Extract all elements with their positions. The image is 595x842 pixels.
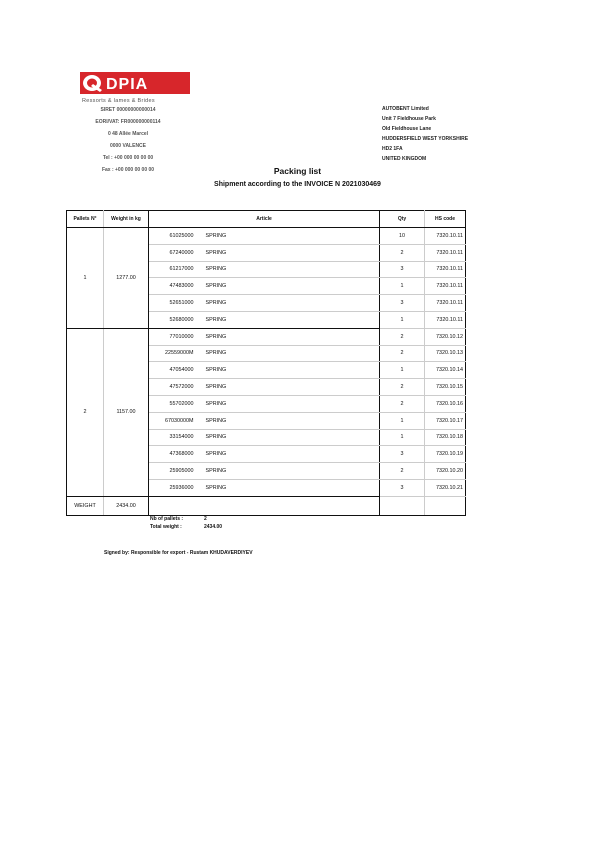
quantity: 3 bbox=[380, 479, 425, 496]
recipient-line: AUTOBENT Limited bbox=[382, 106, 429, 112]
article-description: SPRING bbox=[204, 295, 380, 312]
article-description: SPRING bbox=[204, 479, 380, 496]
hs-code: 7320.10.11 bbox=[425, 228, 466, 245]
hs-code: 7320.10.12 bbox=[425, 328, 466, 345]
summary-block bbox=[150, 515, 222, 531]
hs-code: 7320.10.14 bbox=[425, 362, 466, 379]
quantity: 1 bbox=[380, 362, 425, 379]
quantity: 3 bbox=[380, 446, 425, 463]
total-article-cell bbox=[149, 496, 380, 515]
recipient-line: HUDDERSFIELD WEST YORKSHIRE bbox=[382, 136, 469, 142]
packing-table bbox=[66, 210, 466, 516]
article-code: 25905000 bbox=[149, 463, 204, 480]
company-logo-mark bbox=[80, 72, 190, 100]
pallets-count-line bbox=[150, 515, 222, 523]
recipient-line: Old Fieldhouse Lane bbox=[382, 126, 432, 132]
quantity: 1 bbox=[380, 429, 425, 446]
hs-code: 7320.10.13 bbox=[425, 345, 466, 362]
article-code: 25936000 bbox=[149, 479, 204, 496]
hs-code: 7320.10.11 bbox=[425, 261, 466, 278]
recipient-address bbox=[382, 104, 532, 164]
total-weight-label: Total weight : bbox=[150, 524, 182, 530]
logo-text: DPIA bbox=[106, 76, 149, 93]
quantity: 2 bbox=[380, 328, 425, 345]
pallets-count-value: 2 bbox=[204, 516, 207, 522]
sender-line: Tel : +00 000 00 00 00 bbox=[102, 155, 154, 161]
quantity: 2 bbox=[380, 345, 425, 362]
hs-code: 7320.10.17 bbox=[425, 412, 466, 429]
total-row bbox=[67, 496, 466, 515]
article-code: 47368000 bbox=[149, 446, 204, 463]
sender-line: 0000 VALENCE bbox=[109, 143, 147, 149]
total-weight-value: 2434.00 bbox=[204, 524, 223, 530]
article-description: SPRING bbox=[204, 412, 380, 429]
total-weight: 2434.00 bbox=[104, 496, 149, 515]
article-code: 61217000 bbox=[149, 261, 204, 278]
article-description: SPRING bbox=[204, 244, 380, 261]
article-code: 61025000 bbox=[149, 228, 204, 245]
sender-line: Fax : +00 000 00 00 00 bbox=[101, 167, 155, 173]
article-code: 55702000 bbox=[149, 395, 204, 412]
pallet-weight: 1277.00 bbox=[104, 228, 149, 329]
pallet-weight: 1157.00 bbox=[104, 328, 149, 496]
quantity: 3 bbox=[380, 261, 425, 278]
article-description: SPRING bbox=[204, 228, 380, 245]
quantity: 2 bbox=[380, 395, 425, 412]
hs-code: 7320.10.15 bbox=[425, 379, 466, 396]
total-weight-line bbox=[150, 523, 222, 531]
header-qty: Qty bbox=[380, 211, 425, 228]
document-title: Packing list bbox=[273, 166, 322, 176]
article-code: 47483000 bbox=[149, 278, 204, 295]
hs-code: 7320.10.19 bbox=[425, 446, 466, 463]
article-code: 22559000M bbox=[149, 345, 204, 362]
quantity: 2 bbox=[380, 244, 425, 261]
sender-line: 0 48 Allée Marcel bbox=[107, 131, 149, 137]
quantity: 1 bbox=[380, 311, 425, 328]
pallet-number: 1 bbox=[67, 228, 104, 329]
table-row bbox=[67, 328, 466, 345]
article-description: SPRING bbox=[204, 429, 380, 446]
article-code: 67240000 bbox=[149, 244, 204, 261]
header-article: Article bbox=[149, 211, 380, 228]
article-code: 67030000M bbox=[149, 412, 204, 429]
article-description: SPRING bbox=[204, 463, 380, 480]
article-description: SPRING bbox=[204, 345, 380, 362]
total-hs-cell bbox=[425, 496, 466, 515]
hs-code: 7320.10.11 bbox=[425, 278, 466, 295]
hs-code: 7320.10.21 bbox=[425, 479, 466, 496]
article-code: 47054000 bbox=[149, 362, 204, 379]
article-description: SPRING bbox=[204, 311, 380, 328]
quantity: 2 bbox=[380, 463, 425, 480]
total-qty-cell bbox=[380, 496, 425, 515]
quantity: 2 bbox=[380, 379, 425, 396]
document-subtitle: Shipment according to the INVOICE N 2021030469 bbox=[214, 181, 381, 188]
quantity: 10 bbox=[380, 228, 425, 245]
signature-line: Signed by: Responsible for export - Rustam KHUDAVERDIYEV bbox=[104, 550, 253, 556]
table-body bbox=[67, 228, 466, 497]
article-code: 33154000 bbox=[149, 429, 204, 446]
header-hs-code: HS code bbox=[425, 211, 466, 228]
quantity: 1 bbox=[380, 412, 425, 429]
article-code: 77010000 bbox=[149, 328, 204, 345]
article-description: SPRING bbox=[204, 379, 380, 396]
table-header-row bbox=[67, 211, 466, 228]
quantity: 3 bbox=[380, 295, 425, 312]
article-description: SPRING bbox=[204, 446, 380, 463]
sender-line: SIRET 00000000000014 bbox=[100, 107, 156, 113]
recipient-line: UNITED KINGDOM bbox=[382, 156, 427, 162]
article-description: SPRING bbox=[204, 278, 380, 295]
article-description: SPRING bbox=[204, 328, 380, 345]
hs-code: 7320.10.11 bbox=[425, 244, 466, 261]
article-code: 47572000 bbox=[149, 379, 204, 396]
pallets-count-label: Nb of pallets : bbox=[150, 516, 184, 522]
hs-code: 7320.10.18 bbox=[425, 429, 466, 446]
header-weight: Weight in kg bbox=[104, 211, 149, 228]
recipient-line: Unit 7 Fieldhouse Park bbox=[382, 116, 436, 122]
pallet-number: 2 bbox=[67, 328, 104, 496]
header-pallet: Pallets N° bbox=[67, 211, 104, 228]
sender-line: EORI/VAT: FR000000000114 bbox=[95, 119, 161, 125]
article-description: SPRING bbox=[204, 261, 380, 278]
hs-code: 7320.10.11 bbox=[425, 295, 466, 312]
table-row bbox=[67, 228, 466, 245]
quantity: 1 bbox=[380, 278, 425, 295]
logo-tagline: Ressorts & lames & Brides bbox=[82, 98, 155, 104]
recipient-line: HD2 1FA bbox=[382, 146, 403, 152]
article-code: 52680000 bbox=[149, 311, 204, 328]
article-description: SPRING bbox=[204, 395, 380, 412]
total-label: WEIGHT bbox=[67, 496, 104, 515]
hs-code: 7320.10.20 bbox=[425, 463, 466, 480]
hs-code: 7320.10.16 bbox=[425, 395, 466, 412]
article-code: 52651000 bbox=[149, 295, 204, 312]
company-logo bbox=[80, 72, 190, 100]
article-description: SPRING bbox=[204, 362, 380, 379]
hs-code: 7320.10.11 bbox=[425, 311, 466, 328]
